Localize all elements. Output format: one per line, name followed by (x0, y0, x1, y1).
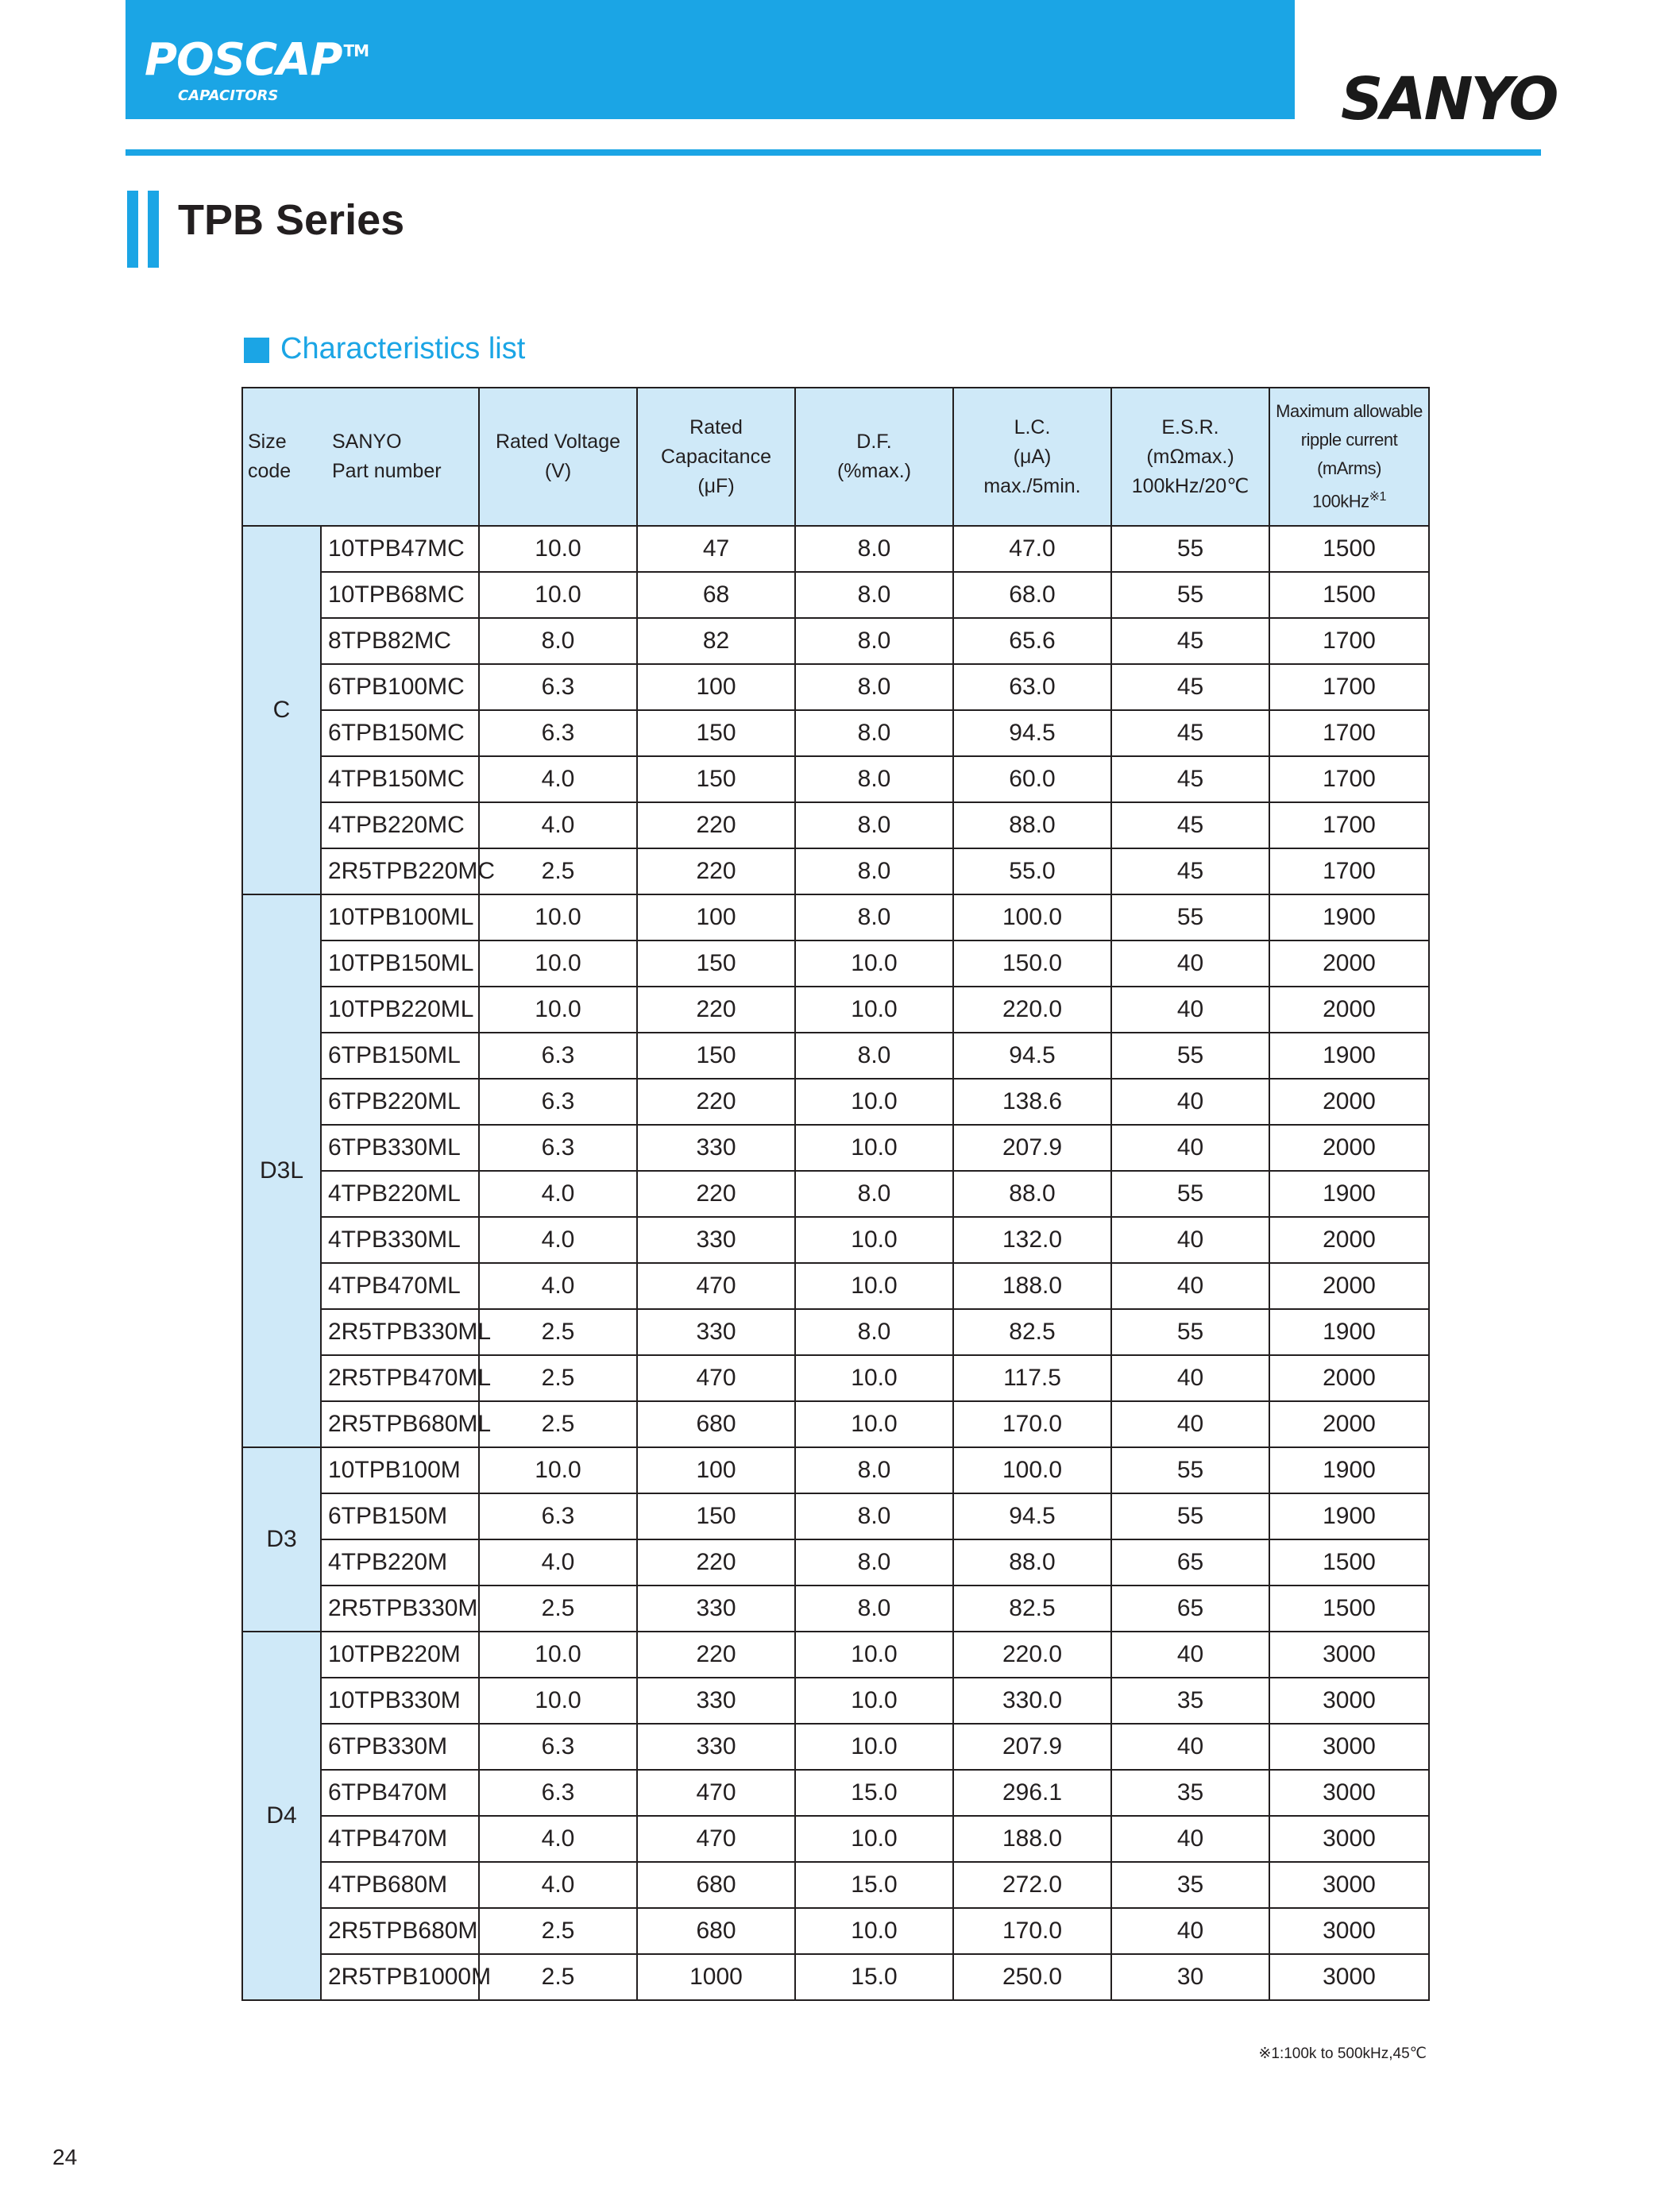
df-cell: 10.0 (795, 1678, 953, 1724)
capacitance-cell: 330 (637, 1125, 795, 1171)
part-number-cell: 4TPB470ML (321, 1263, 479, 1309)
esr-cell: 40 (1111, 1263, 1269, 1309)
ripple-current-cell: 3000 (1269, 1908, 1429, 1954)
lc-cell: 250.0 (953, 1954, 1111, 2000)
lc-cell: 170.0 (953, 1401, 1111, 1447)
ripple-current-cell: 2000 (1269, 1401, 1429, 1447)
capacitance-cell: 150 (637, 1493, 795, 1539)
part-number-cell: 10TPB100ML (321, 894, 479, 941)
rated-voltage-cell: 10.0 (479, 1447, 637, 1493)
ripple-current-cell: 3000 (1269, 1770, 1429, 1816)
sanyo-logo: SANYO (1341, 65, 1557, 133)
part-number-cell: 6TPB100MC (321, 664, 479, 710)
lc-cell: 88.0 (953, 802, 1111, 848)
page-title: TPB Series (178, 196, 405, 244)
rated-voltage-cell: 10.0 (479, 572, 637, 618)
header-df: D.F. (%max.) (795, 388, 953, 526)
esr-cell: 35 (1111, 1678, 1269, 1724)
lc-cell: 94.5 (953, 1493, 1111, 1539)
part-number-cell: 2R5TPB330M (321, 1586, 479, 1632)
table-row (242, 526, 1429, 572)
capacitance-cell: 100 (637, 664, 795, 710)
ripple-current-cell: 1900 (1269, 1493, 1429, 1539)
part-number-cell: 4TPB220ML (321, 1171, 479, 1217)
rated-voltage-cell: 2.5 (479, 1908, 637, 1954)
lc-cell: 63.0 (953, 664, 1111, 710)
df-cell: 10.0 (795, 1816, 953, 1862)
lc-cell: 150.0 (953, 941, 1111, 987)
df-cell: 8.0 (795, 664, 953, 710)
part-number-cell: 2R5TPB1000M (321, 1954, 479, 2000)
lc-cell: 82.5 (953, 1586, 1111, 1632)
rated-voltage-cell: 2.5 (479, 1309, 637, 1355)
table-row (242, 710, 1429, 756)
part-number-cell: 2R5TPB680ML (321, 1401, 479, 1447)
ripple-current-cell: 1900 (1269, 894, 1429, 941)
lc-cell: 55.0 (953, 848, 1111, 894)
ripple-current-cell: 3000 (1269, 1724, 1429, 1770)
table-row (242, 1908, 1429, 1954)
characteristics-table (241, 387, 1430, 2001)
rated-voltage-cell: 4.0 (479, 1539, 637, 1586)
table-row (242, 664, 1429, 710)
df-cell: 15.0 (795, 1954, 953, 2000)
ripple-current-cell: 1900 (1269, 1171, 1429, 1217)
part-number-cell: 4TPB680M (321, 1862, 479, 1908)
df-cell: 10.0 (795, 1125, 953, 1171)
ripple-current-cell: 1700 (1269, 618, 1429, 664)
ripple-current-cell: 1700 (1269, 664, 1429, 710)
lc-cell: 88.0 (953, 1539, 1111, 1586)
lc-cell: 220.0 (953, 987, 1111, 1033)
esr-cell: 55 (1111, 572, 1269, 618)
header-rated-capacitance: Rated Capacitance (μF) (637, 388, 795, 526)
table-row (242, 1401, 1429, 1447)
lc-cell: 65.6 (953, 618, 1111, 664)
capacitance-cell: 220 (637, 1539, 795, 1586)
size-code-cell: D3L (242, 894, 321, 1447)
esr-cell: 45 (1111, 756, 1269, 802)
table-row (242, 1862, 1429, 1908)
part-number-cell: 10TPB47MC (321, 526, 479, 572)
capacitance-cell: 330 (637, 1678, 795, 1724)
df-cell: 10.0 (795, 1263, 953, 1309)
esr-cell: 40 (1111, 1816, 1269, 1862)
df-cell: 8.0 (795, 1171, 953, 1217)
rated-voltage-cell: 6.3 (479, 710, 637, 756)
header-part-number: SANYO Part number (321, 388, 479, 526)
lc-cell: 47.0 (953, 526, 1111, 572)
lc-cell: 207.9 (953, 1125, 1111, 1171)
part-number-cell: 10TPB220M (321, 1632, 479, 1678)
table-row (242, 756, 1429, 802)
part-number-cell: 6TPB470M (321, 1770, 479, 1816)
part-number-cell: 2R5TPB220MC (321, 848, 479, 894)
ripple-current-cell: 1500 (1269, 1586, 1429, 1632)
esr-cell: 45 (1111, 664, 1269, 710)
esr-cell: 55 (1111, 1309, 1269, 1355)
esr-cell: 40 (1111, 1724, 1269, 1770)
df-cell: 8.0 (795, 1309, 953, 1355)
part-number-cell: 2R5TPB330ML (321, 1309, 479, 1355)
lc-cell: 60.0 (953, 756, 1111, 802)
df-cell: 10.0 (795, 1632, 953, 1678)
rated-voltage-cell: 10.0 (479, 894, 637, 941)
capacitance-cell: 47 (637, 526, 795, 572)
capacitance-cell: 220 (637, 1079, 795, 1125)
ripple-current-cell: 1700 (1269, 802, 1429, 848)
table-row (242, 987, 1429, 1033)
capacitance-cell: 150 (637, 1033, 795, 1079)
df-cell: 8.0 (795, 1447, 953, 1493)
lc-cell: 132.0 (953, 1217, 1111, 1263)
part-number-cell: 2R5TPB680M (321, 1908, 479, 1954)
table-row (242, 894, 1429, 941)
capacitance-cell: 1000 (637, 1954, 795, 2000)
part-number-cell: 6TPB330ML (321, 1125, 479, 1171)
capacitance-cell: 680 (637, 1908, 795, 1954)
esr-cell: 55 (1111, 1493, 1269, 1539)
size-code-cell: D4 (242, 1632, 321, 2000)
df-cell: 8.0 (795, 526, 953, 572)
table-row (242, 1263, 1429, 1309)
esr-cell: 40 (1111, 941, 1269, 987)
ripple-current-cell: 2000 (1269, 1355, 1429, 1401)
df-cell: 8.0 (795, 710, 953, 756)
capacitance-cell: 680 (637, 1862, 795, 1908)
ripple-current-cell: 3000 (1269, 1862, 1429, 1908)
part-number-cell: 4TPB470M (321, 1816, 479, 1862)
lc-cell: 330.0 (953, 1678, 1111, 1724)
rated-voltage-cell: 10.0 (479, 1632, 637, 1678)
capacitance-cell: 82 (637, 618, 795, 664)
rated-voltage-cell: 6.3 (479, 1724, 637, 1770)
rated-voltage-cell: 4.0 (479, 802, 637, 848)
df-cell: 8.0 (795, 1586, 953, 1632)
esr-cell: 65 (1111, 1586, 1269, 1632)
capacitance-cell: 470 (637, 1355, 795, 1401)
df-cell: 8.0 (795, 1493, 953, 1539)
ripple-current-cell: 1500 (1269, 1539, 1429, 1586)
table-header-row (242, 388, 1429, 526)
capacitance-cell: 220 (637, 802, 795, 848)
rated-voltage-cell: 6.3 (479, 1125, 637, 1171)
capacitance-cell: 470 (637, 1770, 795, 1816)
table-row (242, 1079, 1429, 1125)
ripple-current-cell: 3000 (1269, 1954, 1429, 2000)
df-cell: 8.0 (795, 572, 953, 618)
poscap-logo: POSCAP ™ (145, 34, 369, 86)
table-row (242, 1678, 1429, 1724)
esr-cell: 40 (1111, 1355, 1269, 1401)
capacitance-cell: 330 (637, 1586, 795, 1632)
section-square-icon (244, 338, 269, 363)
header-rated-voltage: Rated Voltage (V) (479, 388, 637, 526)
lc-cell: 272.0 (953, 1862, 1111, 1908)
part-number-cell: 2R5TPB470ML (321, 1355, 479, 1401)
ripple-current-cell: 2000 (1269, 1263, 1429, 1309)
ripple-current-cell: 3000 (1269, 1632, 1429, 1678)
lc-cell: 296.1 (953, 1770, 1111, 1816)
rated-voltage-cell: 2.5 (479, 1355, 637, 1401)
ripple-current-cell: 1700 (1269, 710, 1429, 756)
esr-cell: 45 (1111, 710, 1269, 756)
df-cell: 10.0 (795, 987, 953, 1033)
esr-cell: 55 (1111, 894, 1269, 941)
part-number-cell: 6TPB150MC (321, 710, 479, 756)
df-cell: 10.0 (795, 941, 953, 987)
table-row (242, 1954, 1429, 2000)
capacitance-cell: 220 (637, 987, 795, 1033)
df-cell: 10.0 (795, 1217, 953, 1263)
ripple-current-cell: 2000 (1269, 1125, 1429, 1171)
section-title: Characteristics list (280, 332, 526, 365)
part-number-cell: 6TPB150ML (321, 1033, 479, 1079)
capacitance-cell: 220 (637, 1632, 795, 1678)
table-row (242, 1770, 1429, 1816)
df-cell: 15.0 (795, 1862, 953, 1908)
lc-cell: 94.5 (953, 1033, 1111, 1079)
table-row (242, 1125, 1429, 1171)
esr-cell: 40 (1111, 1079, 1269, 1125)
ripple-current-cell: 3000 (1269, 1816, 1429, 1862)
rated-voltage-cell: 2.5 (479, 1954, 637, 2000)
lc-cell: 82.5 (953, 1309, 1111, 1355)
rated-voltage-cell: 4.0 (479, 1862, 637, 1908)
capacitance-cell: 100 (637, 1447, 795, 1493)
part-number-cell: 10TPB100M (321, 1447, 479, 1493)
ripple-current-cell: 2000 (1269, 1079, 1429, 1125)
part-number-cell: 6TPB330M (321, 1724, 479, 1770)
capacitance-cell: 150 (637, 710, 795, 756)
ripple-current-cell: 1500 (1269, 572, 1429, 618)
table-row (242, 1539, 1429, 1586)
size-code-cell: D3 (242, 1447, 321, 1632)
lc-cell: 68.0 (953, 572, 1111, 618)
rated-voltage-cell: 10.0 (479, 987, 637, 1033)
ripple-current-cell: 3000 (1269, 1678, 1429, 1724)
header-rule (126, 149, 1541, 156)
df-cell: 8.0 (795, 1539, 953, 1586)
table-row (242, 618, 1429, 664)
df-cell: 10.0 (795, 1908, 953, 1954)
capacitance-cell: 150 (637, 941, 795, 987)
lc-cell: 188.0 (953, 1816, 1111, 1862)
capacitance-cell: 470 (637, 1816, 795, 1862)
table-row (242, 802, 1429, 848)
capacitance-cell: 220 (637, 848, 795, 894)
capacitance-cell: 330 (637, 1217, 795, 1263)
esr-cell: 65 (1111, 1539, 1269, 1586)
table-body (242, 526, 1429, 2000)
table-row (242, 1632, 1429, 1678)
rated-voltage-cell: 10.0 (479, 1678, 637, 1724)
capacitance-cell: 470 (637, 1263, 795, 1309)
rated-voltage-cell: 6.3 (479, 1079, 637, 1125)
part-number-cell: 10TPB150ML (321, 941, 479, 987)
table-row (242, 1816, 1429, 1862)
capacitance-cell: 150 (637, 756, 795, 802)
lc-cell: 220.0 (953, 1632, 1111, 1678)
rated-voltage-cell: 8.0 (479, 618, 637, 664)
ripple-current-cell: 2000 (1269, 1217, 1429, 1263)
lc-cell: 207.9 (953, 1724, 1111, 1770)
rated-voltage-cell: 4.0 (479, 1816, 637, 1862)
esr-cell: 40 (1111, 1632, 1269, 1678)
esr-cell: 40 (1111, 1217, 1269, 1263)
esr-cell: 45 (1111, 802, 1269, 848)
table-row (242, 1724, 1429, 1770)
table-row (242, 941, 1429, 987)
ripple-current-cell: 1500 (1269, 526, 1429, 572)
ripple-current-cell: 1900 (1269, 1033, 1429, 1079)
rated-voltage-cell: 6.3 (479, 1770, 637, 1816)
table-row (242, 1493, 1429, 1539)
part-number-cell: 6TPB220ML (321, 1079, 479, 1125)
table-row (242, 848, 1429, 894)
header-size-code: Size code (242, 388, 321, 526)
table-row (242, 1171, 1429, 1217)
ripple-current-cell: 1700 (1269, 756, 1429, 802)
rated-voltage-cell: 2.5 (479, 1401, 637, 1447)
esr-cell: 45 (1111, 848, 1269, 894)
esr-cell: 40 (1111, 1908, 1269, 1954)
size-code-cell: C (242, 526, 321, 894)
esr-cell: 40 (1111, 987, 1269, 1033)
df-cell: 15.0 (795, 1770, 953, 1816)
table-row (242, 1447, 1429, 1493)
ripple-current-cell: 2000 (1269, 941, 1429, 987)
df-cell: 8.0 (795, 894, 953, 941)
rated-voltage-cell: 2.5 (479, 1586, 637, 1632)
footnote: ※1:100k to 500kHz,45℃ (1258, 2045, 1427, 2062)
lc-cell: 100.0 (953, 1447, 1111, 1493)
df-cell: 10.0 (795, 1401, 953, 1447)
lc-cell: 138.6 (953, 1079, 1111, 1125)
part-number-cell: 10TPB220ML (321, 987, 479, 1033)
header-esr: E.S.R. (mΩmax.) 100kHz/20℃ (1111, 388, 1269, 526)
esr-cell: 35 (1111, 1862, 1269, 1908)
rated-voltage-cell: 6.3 (479, 664, 637, 710)
rated-voltage-cell: 4.0 (479, 756, 637, 802)
part-number-cell: 4TPB330ML (321, 1217, 479, 1263)
esr-cell: 55 (1111, 1447, 1269, 1493)
page-number: 24 (52, 2145, 78, 2169)
table-row (242, 572, 1429, 618)
rated-voltage-cell: 4.0 (479, 1217, 637, 1263)
ripple-current-cell: 2000 (1269, 987, 1429, 1033)
df-cell: 8.0 (795, 1033, 953, 1079)
lc-cell: 88.0 (953, 1171, 1111, 1217)
esr-cell: 40 (1111, 1401, 1269, 1447)
ripple-current-cell: 1900 (1269, 1309, 1429, 1355)
capacitance-cell: 680 (637, 1401, 795, 1447)
esr-cell: 40 (1111, 1125, 1269, 1171)
part-number-cell: 4TPB150MC (321, 756, 479, 802)
ripple-current-cell: 1700 (1269, 848, 1429, 894)
df-cell: 10.0 (795, 1724, 953, 1770)
df-cell: 10.0 (795, 1355, 953, 1401)
esr-cell: 55 (1111, 1033, 1269, 1079)
df-cell: 8.0 (795, 802, 953, 848)
esr-cell: 45 (1111, 618, 1269, 664)
table-row (242, 1355, 1429, 1401)
capacitance-cell: 330 (637, 1724, 795, 1770)
lc-cell: 100.0 (953, 894, 1111, 941)
table-row (242, 1033, 1429, 1079)
part-number-cell: 10TPB68MC (321, 572, 479, 618)
rated-voltage-cell: 10.0 (479, 526, 637, 572)
ripple-current-cell: 1900 (1269, 1447, 1429, 1493)
table-row (242, 1217, 1429, 1263)
table-row (242, 1586, 1429, 1632)
capacitance-cell: 220 (637, 1171, 795, 1217)
poscap-logo-subtitle: CAPACITORS (178, 87, 279, 104)
esr-cell: 55 (1111, 1171, 1269, 1217)
df-cell: 10.0 (795, 1079, 953, 1125)
rated-voltage-cell: 4.0 (479, 1171, 637, 1217)
header-ripple-current: Maximum allowable ripple current (mArms) 100kHz$^{※1}$ (1269, 388, 1429, 526)
esr-cell: 35 (1111, 1770, 1269, 1816)
lc-cell: 170.0 (953, 1908, 1111, 1954)
part-number-cell: 4TPB220MC (321, 802, 479, 848)
rated-voltage-cell: 2.5 (479, 848, 637, 894)
header-lc: L.C. (μA) max./5min. (953, 388, 1111, 526)
capacitance-cell: 68 (637, 572, 795, 618)
df-cell: 8.0 (795, 618, 953, 664)
capacitance-cell: 100 (637, 894, 795, 941)
lc-cell: 94.5 (953, 710, 1111, 756)
table-row (242, 1309, 1429, 1355)
part-number-cell: 10TPB330M (321, 1678, 479, 1724)
part-number-cell: 6TPB150M (321, 1493, 479, 1539)
part-number-cell: 8TPB82MC (321, 618, 479, 664)
esr-cell: 55 (1111, 526, 1269, 572)
capacitance-cell: 330 (637, 1309, 795, 1355)
df-cell: 8.0 (795, 848, 953, 894)
lc-cell: 188.0 (953, 1263, 1111, 1309)
rated-voltage-cell: 6.3 (479, 1033, 637, 1079)
df-cell: 8.0 (795, 756, 953, 802)
part-number-cell: 4TPB220M (321, 1539, 479, 1586)
rated-voltage-cell: 6.3 (479, 1493, 637, 1539)
esr-cell: 30 (1111, 1954, 1269, 2000)
rated-voltage-cell: 4.0 (479, 1263, 637, 1309)
lc-cell: 117.5 (953, 1355, 1111, 1401)
rated-voltage-cell: 10.0 (479, 941, 637, 987)
